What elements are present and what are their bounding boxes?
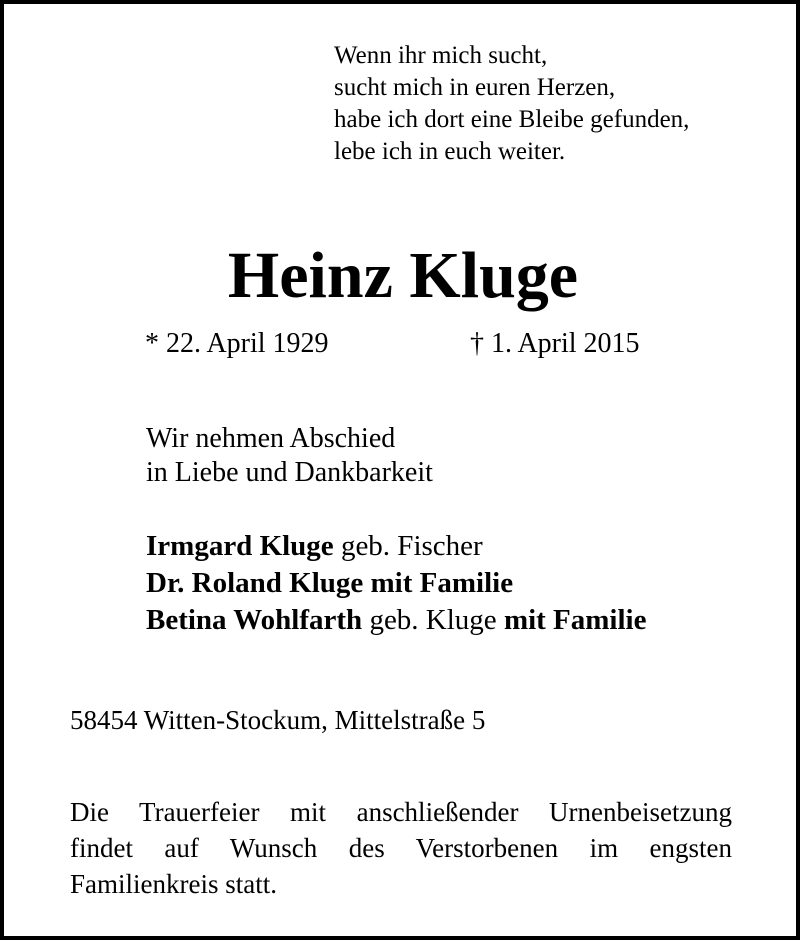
- notice-line: findet auf Wunsch des Verstorbenen im engsten: [70, 833, 732, 863]
- poem: [334, 40, 689, 168]
- poem-line: lebe ich in euch weiter.: [334, 138, 566, 165]
- deceased-name: Heinz Kluge: [227, 239, 579, 312]
- poem-line: habe ich dort eine Bleibe gefunden,: [334, 106, 690, 133]
- family-member-suffix: mit Familie: [503, 604, 647, 636]
- family-member: [146, 602, 646, 639]
- birth-date: * 22. April 1929: [145, 328, 329, 359]
- notice-line: Familienkreis statt.: [70, 869, 277, 899]
- family-member-name: Irmgard Kluge: [146, 530, 334, 562]
- family-member: [146, 565, 646, 602]
- family-list: [146, 528, 646, 639]
- family-member-name: Dr. Roland Kluge mit Familie: [146, 567, 514, 599]
- farewell-line: Wir nehmen Abschied: [146, 423, 396, 454]
- farewell-text: [146, 422, 433, 490]
- death-date: † 1. April 2015: [470, 328, 640, 359]
- address: 58454 Witten-Stockum, Mittelstraße 5: [70, 705, 486, 735]
- family-member-note: geb. Kluge: [362, 604, 504, 636]
- funeral-notice: [70, 794, 732, 902]
- notice-line: Die Trauerfeier mit anschließender Urnenbeisetzung: [70, 797, 732, 827]
- farewell-line: in Liebe und Dankbarkeit: [146, 457, 433, 488]
- poem-line: Wenn ihr mich sucht,: [334, 42, 548, 69]
- family-member-name: Betina Wohlfarth: [146, 604, 363, 636]
- poem-line: sucht mich in euren Herzen,: [334, 74, 616, 101]
- family-member-note: geb. Fischer: [333, 530, 483, 562]
- family-member: [146, 528, 646, 565]
